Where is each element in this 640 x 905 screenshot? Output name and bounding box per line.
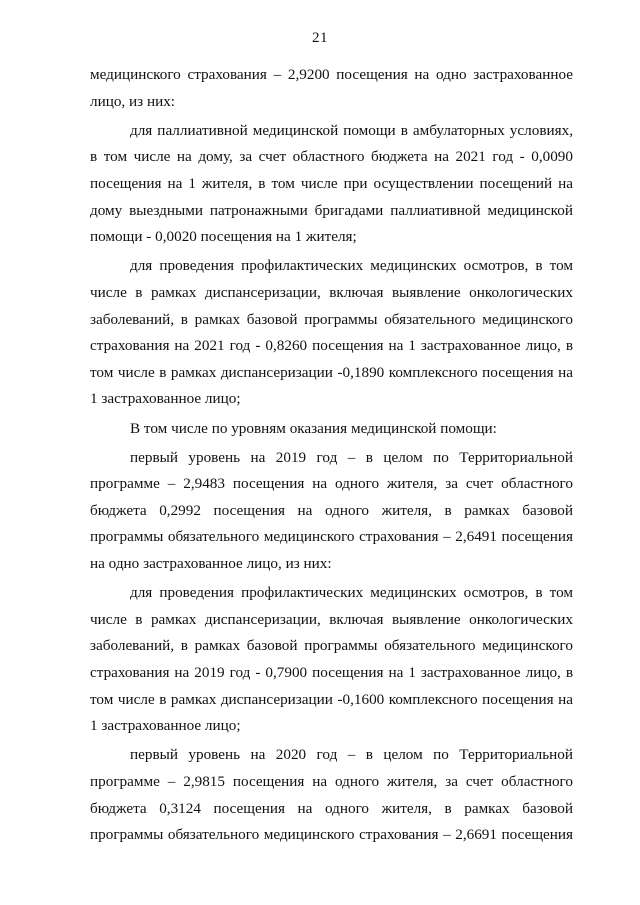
text-line: медицинского страхования – 2,9200 посещения на одно застрахованное [90, 66, 573, 83]
text-line: бюджета 0,3124 посещения на одного жителя, в рамках базовой [90, 799, 573, 817]
text-line: заболеваний, в рамках базовой программы обязательного медицинского [90, 310, 573, 328]
text-line: на одно застрахованное лицо, из них: [90, 555, 332, 573]
text-line: программы обязательного медицинского страхования – 2,6491 посещения [90, 528, 573, 546]
paragraph [90, 445, 573, 578]
text-line: бюджета 0,2992 посещения на одного жителя, в рамках базовой [90, 501, 573, 519]
text-line: В том числе по уровням оказания медицинской помощи: [130, 419, 497, 437]
paragraph [90, 118, 573, 251]
text-line: числе в рамках диспансеризации, включая выявление онкологических [90, 610, 573, 628]
text-line: числе в рамках диспансеризации, включая выявление онкологических [90, 283, 573, 301]
paragraph [90, 742, 573, 848]
text-line: для паллиативной медицинской помощи в амбулаторных условиях, [130, 121, 573, 139]
paragraph [90, 416, 573, 443]
text-line: первый уровень на 2020 год – в целом по Территориальной [130, 746, 573, 764]
text-line: том числе в рамках диспансеризации -0,1600 комплексного посещения на [90, 690, 573, 708]
text-line: программе – 2,9483 посещения на одного жителя, за счет областного [90, 475, 573, 493]
text-line: в том числе на дому, за счет областного бюджета на 2021 год - 0,0090 [90, 148, 573, 166]
paragraph [90, 62, 573, 115]
paragraph [90, 580, 573, 740]
text-line: дому выездными патронажными бригадами паллиативной медицинской [90, 201, 573, 219]
text-line: программы обязательного медицинского страхования – 2,6691 посещения [90, 826, 573, 844]
text-line: том числе в рамках диспансеризации -0,1890 комплексного посещения на [90, 363, 573, 381]
text-line: помощи - 0,0020 посещения на 1 жителя; [90, 228, 357, 246]
text-line: страхования на 2021 год - 0,8260 посещения на 1 застрахованное лицо, в [90, 337, 573, 355]
text-line: страхования на 2019 год - 0,7900 посещения на 1 застрахованное лицо, в [90, 664, 573, 682]
text-line: посещения на 1 жителя, в том числе при осуществлении посещений на [90, 174, 573, 192]
text-line: заболеваний, в рамках базовой программы обязательного медицинского [90, 637, 573, 655]
text-line: лицо, из них: [90, 92, 176, 110]
text-line: 1 застрахованное лицо; [90, 390, 241, 408]
text-line: первый уровень на 2019 год – в целом по Территориальной [130, 448, 573, 466]
text-line: 1 застрахованное лицо; [90, 717, 241, 735]
text-line: для проведения профилактических медицинских осмотров, в том [130, 257, 573, 275]
paragraph [90, 253, 573, 413]
document-body [90, 62, 573, 851]
text-line: для проведения профилактических медицинских осмотров, в том [130, 584, 573, 602]
text-line: программе – 2,9815 посещения на одного жителя, за счет областного [90, 773, 573, 790]
page-number: 21 [312, 30, 328, 46]
